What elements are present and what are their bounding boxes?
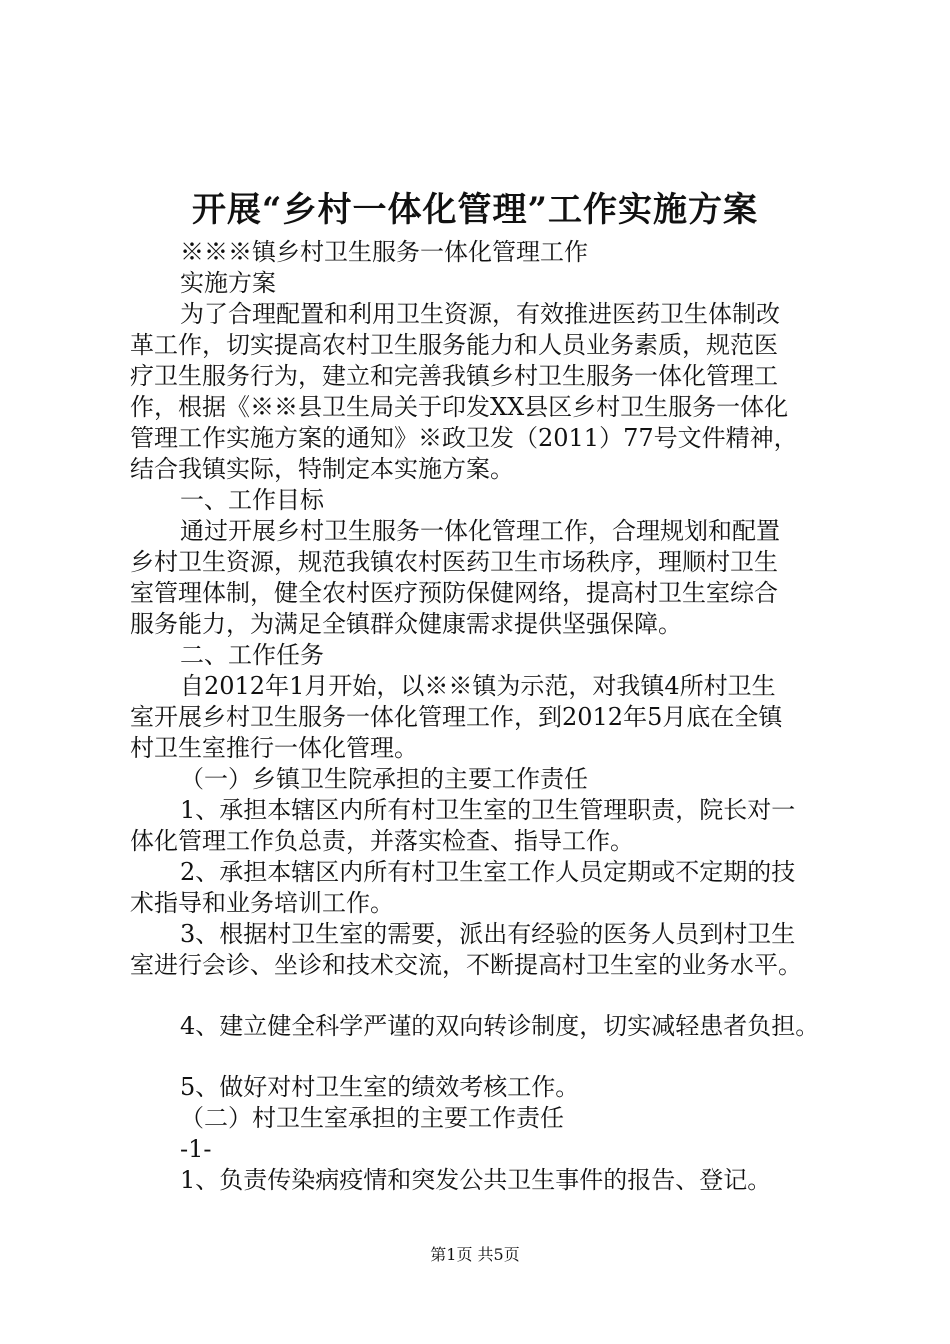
- paragraph-line: 乡村卫生资源，规范我镇农村医药卫生市场秩序，理顺村卫生: [130, 548, 778, 576]
- list-item: 5、做好对村卫生室的绩效考核工作。: [180, 1073, 580, 1101]
- paragraph-line: 自2012年1月开始，以※※镇为示范，对我镇4所村卫生: [180, 672, 776, 700]
- paragraph-line: 室管理体制，健全农村医疗预防保健网络，提高村卫生室综合: [130, 579, 778, 607]
- paragraph-line: 革工作，切实提高农村卫生服务能力和人员业务素质，规范医: [130, 331, 778, 359]
- inline-page-marker: -1-: [180, 1135, 212, 1163]
- section-heading: 一、工作目标: [180, 486, 324, 514]
- paragraph-line: 村卫生室推行一体化管理。: [130, 734, 418, 762]
- list-item: 1、负责传染病疫情和突发公共卫生事件的报告、登记。: [180, 1166, 772, 1194]
- subtitle-line: 实施方案: [180, 269, 276, 297]
- paragraph-line: 作，根据《※※县卫生局关于印发XX县区乡村卫生服务一体化: [130, 393, 789, 421]
- subtitle-line: ※※※镇乡村卫生服务一体化管理工作: [180, 238, 588, 266]
- paragraph-line: 服务能力，为满足全镇群众健康需求提供坚强保障。: [130, 610, 682, 638]
- list-item-continuation: 室进行会诊、坐诊和技术交流，不断提高村卫生室的业务水平。: [130, 951, 802, 979]
- paragraph-line: 疗卫生服务行为，建立和完善我镇乡村卫生服务一体化管理工: [130, 362, 778, 390]
- list-item-continuation: 术指导和业务培训工作。: [130, 889, 394, 917]
- list-item: 2、承担本辖区内所有村卫生室工作人员定期或不定期的技: [180, 858, 796, 886]
- list-item: 3、根据村卫生室的需要，派出有经验的医务人员到村卫生: [180, 920, 796, 948]
- subsection-heading: （二）村卫生室承担的主要工作责任: [180, 1104, 564, 1132]
- paragraph-line: 为了合理配置和利用卫生资源，有效推进医药卫生体制改: [180, 300, 780, 328]
- page-footer: 第1页 共5页: [430, 1245, 520, 1264]
- list-item: 1、承担本辖区内所有村卫生室的卫生管理职责，院长对一: [180, 796, 796, 824]
- section-heading: 二、工作任务: [180, 641, 324, 669]
- paragraph-line: 室开展乡村卫生服务一体化管理工作，到2012年5月底在全镇: [130, 703, 783, 731]
- list-item-continuation: 体化管理工作负总责，并落实检查、指导工作。: [130, 827, 634, 855]
- list-item: 4、建立健全科学严谨的双向转诊制度，切实减轻患者负担。: [180, 1012, 820, 1040]
- document-title: 开展“乡村一体化管理”工作实施方案: [191, 190, 759, 230]
- paragraph-line: 管理工作实施方案的通知》※政卫发（2011）77号文件精神，: [130, 424, 798, 452]
- paragraph-line: 结合我镇实际，特制定本实施方案。: [130, 455, 514, 483]
- paragraph-line: 通过开展乡村卫生服务一体化管理工作，合理规划和配置: [180, 517, 780, 545]
- subsection-heading: （一）乡镇卫生院承担的主要工作责任: [180, 765, 588, 793]
